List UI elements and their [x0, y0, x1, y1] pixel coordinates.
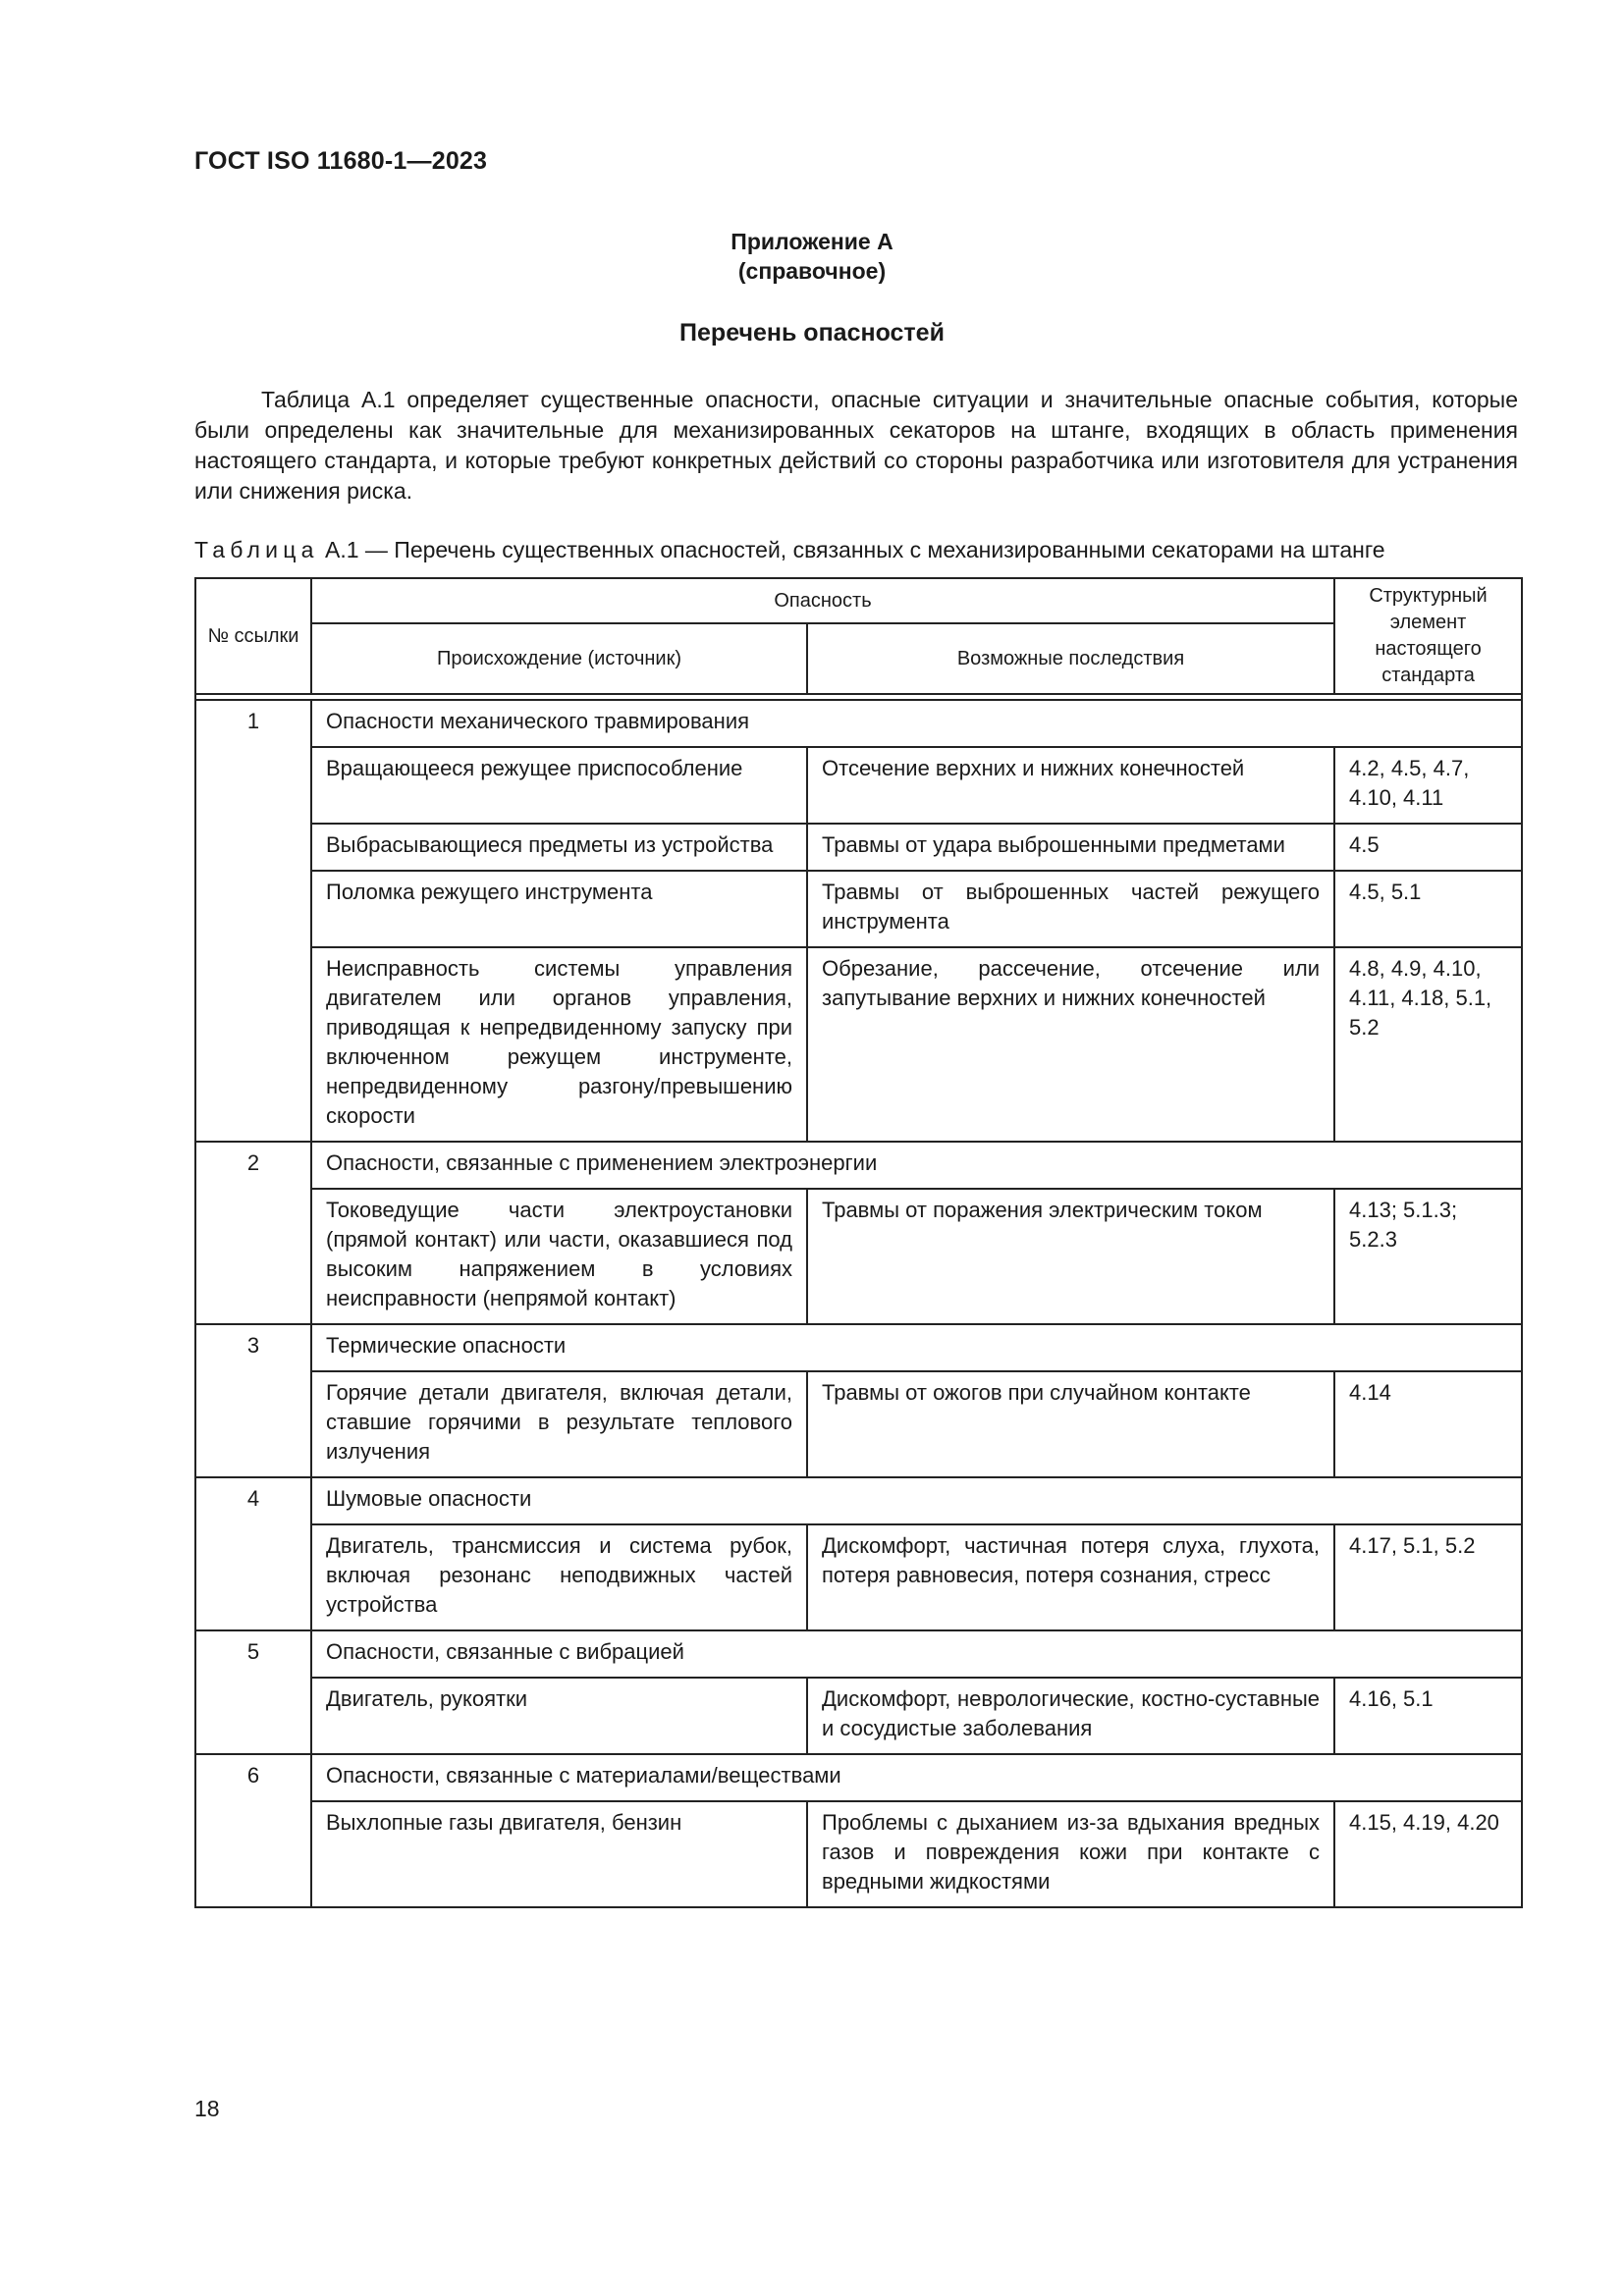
- hazard-source: Двигатель, рукоятки: [311, 1678, 807, 1754]
- hazard-clause-ref: 4.17, 5.1, 5.2: [1334, 1524, 1522, 1630]
- hazard-clause-ref: 4.14: [1334, 1371, 1522, 1477]
- hazard-category: Опасности, связанные с применением электроэнергии: [311, 1142, 1522, 1189]
- page-number: 18: [194, 2096, 220, 2121]
- hazard-source: Горячие детали двигателя, включая детали, ставшие горячими в результате теплового излучения: [311, 1371, 807, 1477]
- hazard-category: Опасности, связанные с материалами/веществами: [311, 1754, 1522, 1801]
- hazard-clause-ref: 4.2, 4.5, 4.7, 4.10, 4.11: [1334, 747, 1522, 824]
- hazard-ref-number: 1: [195, 700, 311, 1142]
- hazard-row: [195, 747, 1522, 824]
- hazard-clause-ref: 4.15, 4.19, 4.20: [1334, 1801, 1522, 1907]
- hazard-row: [195, 1371, 1522, 1477]
- hazard-row: [195, 1524, 1522, 1630]
- hazard-ref-number: 3: [195, 1324, 311, 1477]
- hazard-group-row: [195, 1630, 1522, 1678]
- hazard-clause-ref: 4.5: [1334, 824, 1522, 871]
- hazard-consequence: Травмы от выброшенных частей режущего инструмента: [807, 871, 1334, 947]
- hazard-source: Поломка режущего инструмента: [311, 871, 807, 947]
- hazard-group-row: [195, 1324, 1522, 1371]
- hazard-row: [195, 1678, 1522, 1754]
- hazard-consequence: Травмы от ожогов при случайном контакте: [807, 1371, 1334, 1477]
- hazard-row: [195, 824, 1522, 871]
- hazard-source: Вращающееся режущее приспособление: [311, 747, 807, 824]
- hazard-source: Неисправность системы управления двигателем или органов управления, приводящая к непредвиденному запуску при включенном режущем инструменте, непредвиденному разгону/превышению скорости: [311, 947, 807, 1142]
- hazard-source: Выбрасывающиеся предметы из устройства: [311, 824, 807, 871]
- hazards-table: [194, 577, 1523, 1908]
- hazard-source: Выхлопные газы двигателя, бензин: [311, 1801, 807, 1907]
- hazard-consequence: Дискомфорт, частичная потеря слуха, глухота, потеря равновесия, потеря сознания, стресс: [807, 1524, 1334, 1630]
- hazard-row: [195, 1189, 1522, 1324]
- hazard-ref-number: 5: [195, 1630, 311, 1754]
- hazard-consequence: Обрезание, рассечение, отсечение или запутывание верхних и нижних конечностей: [807, 947, 1334, 1142]
- hazard-row: [195, 1801, 1522, 1907]
- table-caption-text: А.1 — Перечень существенных опасностей, связанных с механизированными секаторами на штанге: [324, 537, 1385, 562]
- header-clause: Структурный элемент настоящего стандарта: [1334, 578, 1522, 694]
- hazard-consequence: Дискомфорт, неврологические, костно-суставные и сосудистые заболевания: [807, 1678, 1334, 1754]
- hazard-consequence: Травмы от удара выброшенными предметами: [807, 824, 1334, 871]
- table-caption: [194, 537, 1530, 563]
- hazard-clause-ref: 4.16, 5.1: [1334, 1678, 1522, 1754]
- hazard-ref-number: 4: [195, 1477, 311, 1630]
- hazard-source: Токоведущие части электроустановки (прямой контакт) или части, оказавшиеся под высоким напряжением в условиях неисправности (непрямой контакт): [311, 1189, 807, 1324]
- hazard-group-row: [195, 1142, 1522, 1189]
- section-title: Перечень опасностей: [679, 319, 945, 347]
- hazard-source: Двигатель, трансмиссия и система рубок, включая резонанс неподвижных частей устройства: [311, 1524, 807, 1630]
- hazard-group-row: [195, 1754, 1522, 1801]
- hazard-category: Опасности, связанные с вибрацией: [311, 1630, 1522, 1678]
- document-code: ГОСТ ISO 11680-1—2023: [194, 147, 488, 175]
- header-ref-no: № ссылки: [195, 578, 311, 694]
- table-header: [195, 578, 1522, 694]
- hazard-consequence: Проблемы с дыханием из-за вдыхания вредных газов и повреждения кожи при контакте с вредными жидкостями: [807, 1801, 1334, 1907]
- hazard-ref-number: 2: [195, 1142, 311, 1324]
- hazard-row: [195, 871, 1522, 947]
- hazard-category: Опасности механического травмирования: [311, 700, 1522, 747]
- hazard-clause-ref: 4.8, 4.9, 4.10, 4.11, 4.18, 5.1, 5.2: [1334, 947, 1522, 1142]
- hazard-clause-ref: 4.13; 5.1.3; 5.2.3: [1334, 1189, 1522, 1324]
- hazard-group-row: [195, 1477, 1522, 1524]
- hazard-clause-ref: 4.5, 5.1: [1334, 871, 1522, 947]
- annex-type: (справочное): [737, 258, 887, 284]
- intro-paragraph: Таблица А.1 определяет существенные опасности, опасные ситуации и значительные опасные события, которые были определены как значительные для механизированных секаторов на штанге, входящих в область применения настоящего стандарта, и которые требуют конкретных действий со стороны разработчика или изготовителя для устранения или снижения риска.: [194, 387, 1518, 504]
- header-origin: Происхождение (источник): [311, 623, 807, 694]
- hazard-group-row: [195, 700, 1522, 747]
- annex-title: Приложение А: [731, 229, 893, 254]
- hazard-ref-number: 6: [195, 1754, 311, 1907]
- table-caption-label: Таблица: [194, 537, 319, 562]
- hazard-category: Шумовые опасности: [311, 1477, 1522, 1524]
- hazard-row: [195, 947, 1522, 1142]
- hazard-category: Термические опасности: [311, 1324, 1522, 1371]
- header-consequences: Возможные последствия: [807, 623, 1334, 694]
- hazard-consequence: Травмы от поражения электрическим током: [807, 1189, 1334, 1324]
- hazard-consequence: Отсечение верхних и нижних конечностей: [807, 747, 1334, 824]
- table-body: [195, 694, 1522, 1907]
- header-hazard: Опасность: [311, 578, 1334, 623]
